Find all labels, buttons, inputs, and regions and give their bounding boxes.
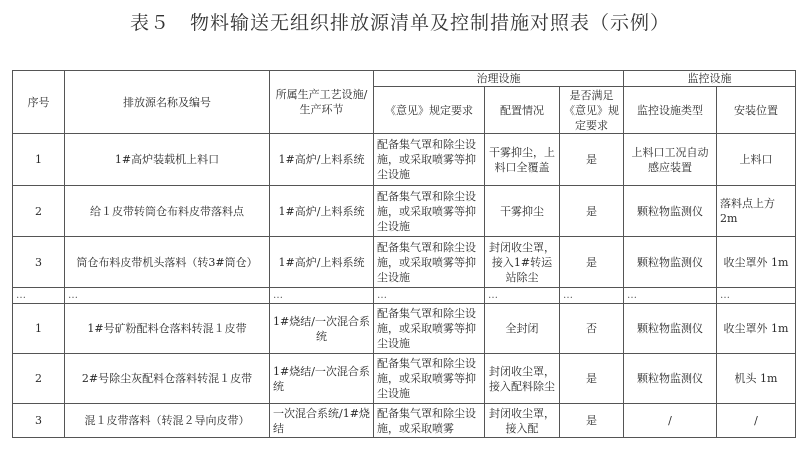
cell-install: 上料口 [717,134,796,186]
cell-requirement: 配备集气罩和除尘设施，或采取喷雾等抑尘设施 [374,134,485,186]
cell-requirement: 配备集气罩和除尘设施，或采取喷雾等抑尘设施 [374,304,485,354]
cell-meets: … [560,288,624,304]
header-row-group [13,71,796,87]
cell-install: … [717,288,796,304]
cell-source: 1#高炉装载机上料口 [65,134,270,186]
cell-requirement: 配备集气罩和除尘设施，或采取喷雾 [374,404,485,438]
cell-monitor-type: 颗粒物监测仪 [624,354,717,404]
cell-seq: 3 [13,237,65,288]
header-source: 排放源名称及编号 [65,71,270,134]
header-install: 安装位置 [717,87,796,134]
cell-source: 1#号矿粉配料仓落料转混１皮带 [65,304,270,354]
cell-config: 封闭收尘罩，接入1#转运站除尘 [485,237,560,288]
header-process: 所属生产工艺设施/生产环节 [270,71,374,134]
cell-install: 机头 1m [717,354,796,404]
cell-monitor-type: 颗粒物监测仪 [624,304,717,354]
cell-process: 1#高炉/上料系统 [270,186,374,237]
cell-process: 一次混合系统/1#烧结 [270,404,374,438]
cell-process: 1#烧结/一次混合系统 [270,354,374,404]
cell-requirement: 配备集气罩和除尘设施，或采取喷雾等抑尘设施 [374,237,485,288]
cell-monitor-type: 颗粒物监测仪 [624,237,717,288]
table-row [13,404,796,438]
cell-requirement: 配备集气罩和除尘设施，或采取喷雾等抑尘设施 [374,354,485,404]
cell-seq: … [13,288,65,304]
cell-process: 1#高炉/上料系统 [270,237,374,288]
cell-meets: 是 [560,186,624,237]
table-row [13,186,796,237]
header-seq: 序号 [13,71,65,134]
cell-requirement: 配备集气罩和除尘设施，或采取喷雾等抑尘设施 [374,186,485,237]
cell-seq: 3 [13,404,65,438]
cell-config: 全封闭 [485,304,560,354]
table-row [13,304,796,354]
cell-meets: 是 [560,404,624,438]
cell-meets: 是 [560,134,624,186]
cell-source: 筒仓布料皮带机头落料（转3#筒仓） [65,237,270,288]
cell-monitor-type: / [624,404,717,438]
cell-seq: 2 [13,186,65,237]
cell-requirement: … [374,288,485,304]
cell-source: … [65,288,270,304]
cell-monitor-type: … [624,288,717,304]
cell-config: … [485,288,560,304]
cell-monitor-type: 颗粒物监测仪 [624,186,717,237]
cell-install: 收尘罩外 1m [717,304,796,354]
cell-source: 给１皮带转筒仓布料皮带落料点 [65,186,270,237]
cell-process: 1#烧结/一次混合系统 [270,304,374,354]
header-requirement: 《意见》规定要求 [374,87,485,134]
header-meets: 是否满足《意见》规定要求 [560,87,624,134]
cell-process: … [270,288,374,304]
cell-config: 干雾抑尘，上料口全覆盖 [485,134,560,186]
cell-install: / [717,404,796,438]
table-row [13,354,796,404]
table-title: 表５ 物料输送无组织排放源清单及控制措施对照表（示例） [129,12,670,34]
ellipsis-row [13,288,796,304]
cell-install: 收尘罩外 1m [717,237,796,288]
header-monitor-type: 监控设施类型 [624,87,717,134]
cell-source: 2#号除尘灰配料仓落料转混１皮带 [65,354,270,404]
cell-meets: 是 [560,354,624,404]
cell-process: 1#高炉/上料系统 [270,134,374,186]
cell-config: 封闭收尘罩，接入配料除尘 [485,354,560,404]
cell-config: 封闭收尘罩，接入配 [485,404,560,438]
cell-seq: 2 [13,354,65,404]
header-config: 配置情况 [485,87,560,134]
cell-monitor-type: 上料口工况自动感应装置 [624,134,717,186]
table-row [13,237,796,288]
cell-meets: 是 [560,237,624,288]
emission-source-table [12,70,796,438]
table-row [13,134,796,186]
cell-meets: 否 [560,304,624,354]
header-treatment-group: 治理设施 [374,71,624,87]
header-monitor-group: 监控设施 [624,71,796,87]
cell-seq: 1 [13,134,65,186]
cell-seq: 1 [13,304,65,354]
cell-config: 干雾抑尘 [485,186,560,237]
cell-source: 混１皮带落料（转混２导向皮带） [65,404,270,438]
cell-install: 落料点上方 2m [717,186,796,237]
